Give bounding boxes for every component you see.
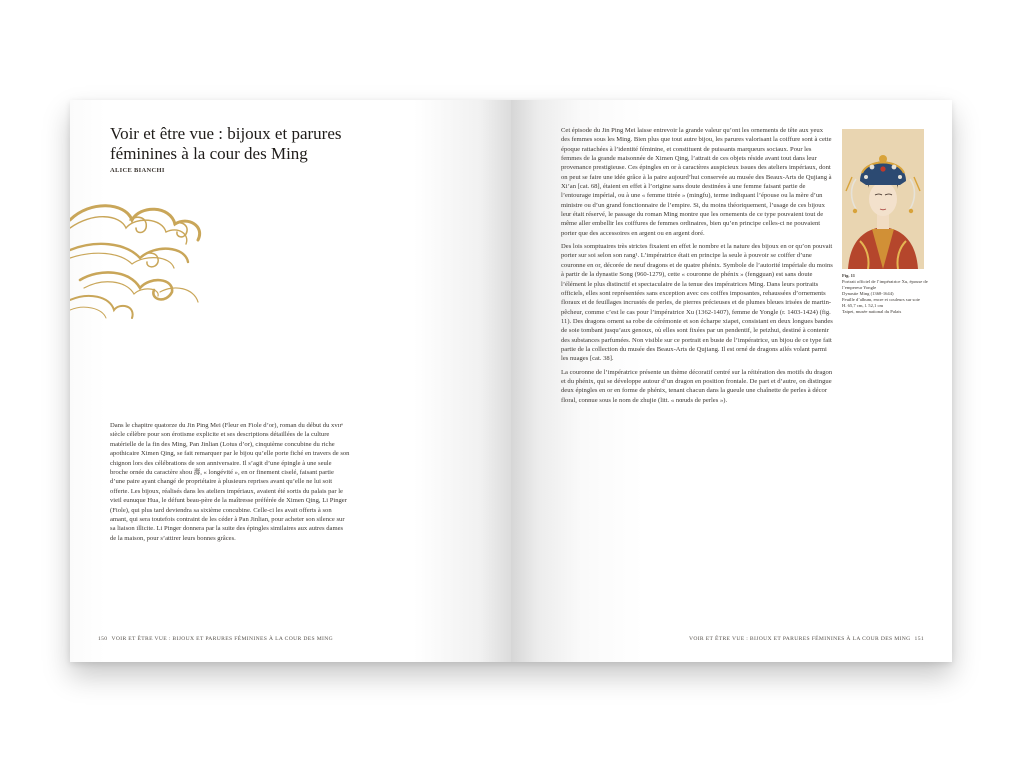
left-page-number: 150 [98, 636, 108, 642]
left-running-head: VOIR ET ÊTRE VUE : BIJOUX ET PARURES FÉMININES À LA COUR DES MING [111, 636, 334, 642]
left-page [70, 100, 511, 662]
author-name: ALICE BIANCHI [110, 167, 165, 174]
right-paragraph-3: La couronne de l’impératrice présente un thème décoratif centré sur la réitération des motifs du dragon et du phénix, qui se développe autour d’un dragon en position frontale. De part et d’autre, on distingue deux épingles en or en forme de phénix, tenant chacun dans la gueule une chaînette de perles à décor floral, connue sous le nom de zhujie (litt. « nœuds de perles »). [561, 368, 833, 404]
figure-caption [842, 273, 934, 315]
caption-line: Taipei, musée national du Palais [842, 309, 902, 314]
right-paragraph-2: Des lois somptuaires très strictes fixaient en effet le nombre et la nature des bijoux en or qu’on pouvait porter sur soi selon son rang¹. L’impératrice était en principe la seule à pouvoir se coiffer d’une couronne en or, décorée de neuf dragons et de quatre phénix. Symbole de l’autorité impériale du moins à partir de la dynastie Song (960-1279), cette « couronne de phénix » (fengguan) est sans doute l’élément le plus distinctif et spectaculaire de la tenue des impératrices Ming. Dans leurs portraits officiels, elles sont représentées sans exception avec ces coiffes imposantes, rehaussées d’ornements floraux et de feuillages incrustés de perles, de pierres précieuses et de plumes bleues irisées de martin-pêcheur, comme c’est le cas pour l’impératrice Xu (1362-1407), femme de Yongle (r. 1403-1424) (fig. 11). Des dragons ornent sa robe de cérémonie et son écharpe xiapei, consistant en deux longues bandes de soie tombant jusqu’aux genoux, où elles sont fixées par un pendentif, le peizhui, destiné à contenir des substances parfumées. Non visible sur ce portrait en buste de l’impératrice, un bijou de ce type fait partie de la collection du musée des Beaux-Arts de Qujiang. Il est orné de dragons ailés volant parmi les nuages [cat. 38]. [561, 243, 833, 363]
right-running-footer [689, 636, 928, 642]
figure-label: Fig. 11 [842, 273, 856, 278]
right-page-number: 151 [914, 636, 924, 642]
empress-xu-portrait-image [842, 129, 924, 269]
open-book [70, 100, 952, 662]
chapter-title: Voir et être vue : bijoux et parures féminines à la cour des Ming [110, 124, 342, 163]
right-paragraph-1: Cet épisode du Jin Ping Mei laisse entrevoir la grande valeur qu’ont les ornements de tête aux yeux des femmes sous les Ming. Bien plus que tout autre bijou, les parures valorisant la coiffure sont à cette époque rattachées à l’identité féminine, et constituent de puissants marqueurs sociaux. Pour les femmes de la grande maisonnée de Ximen Qing, l’attrait de ces objets réside avant tout dans leur provenance prestigieuse. Ces épingles en or à caractères auspicieux issues des ateliers impériaux, dont on peut se faire une idée grâce à la paire aujourd’hui conservée au musée des Beaux-Arts de Qujiang à Xi’an [cat. 68], étaient en effet à l’origine sans doute destinées à une femme faisant partie de l’entourage impérial, ou à une « femme titrée » (mingfu), terme indiquant l’épouse ou la mère d’un ministre ou d’un grand fonctionnaire de l’empire. Si, du moins théoriquement, l’usage de ces bijoux leur était réservé, le passage du roman Ming montre que les ornements de ce type pouvaient tout de même aller embellir les coiffures de femmes ordinaires, bien qu’en principe celles-ci ne pouvaient porter que des accessoires en argent ou en argent doré. [561, 127, 832, 237]
left-paragraph: Dans le chapitre quatorze du Jin Ping Mei (Fleur en Fiole d’or), roman du début du xvɪɪᵉ siècle célèbre pour son érotisme explicite et ses descriptions détaillées de la culture matérielle de la fin des Ming, Pan Jinlian (Lotus d’or), cinquième concubine du riche apothicaire Ximen Qing, se fait remarquer par le bijou qu’elle porte fiché en travers de son chignon lors des célébrations de son anniversaire. Il s’agit d’une épingle à une seule broche ornée du caractère shou 壽, « longévité », en or finement ciselé, faisant partie d’une paire ayant changé de propriétaire à plusieurs reprises avant qu’elle ne lui soit offerte. Les bijoux, réalisés dans les ateliers impériaux, avaient été sortis du palais par le vieil eunuque Hua, le défunt beau-père de la maîtresse préférée de Ximen Qing, Li Pinger (Fiole), qui plus tard deviendra sa sixième concubine. Celle-ci les avait offerts à son amant, qui sera toutefois contraint de les céder à Pan Jinlian, pour acheter son silence sur sa liaison illicite. Li Pinger donnera par la suite des épingles similaires aux autres dames de la maison, pour s’attirer leurs bonnes grâces. [110, 422, 350, 542]
gold-cloud-ornament [70, 180, 230, 340]
caption-line: Dynastie Ming (1368-1644) [842, 291, 894, 296]
caption-line: Portrait officiel de l’impératrice Xu, épouse de l’empereur Yongle [842, 279, 928, 290]
right-page [511, 100, 952, 662]
caption-line: Feuille d’album, encre et couleurs sur soie [842, 297, 920, 302]
caption-line: H. 65,7 cm, l. 52,1 cm [842, 303, 884, 308]
left-body-text [110, 421, 350, 547]
left-running-footer [94, 636, 333, 642]
right-body-text [561, 126, 833, 409]
right-running-head: VOIR ET ÊTRE VUE : BIJOUX ET PARURES FÉMININES À LA COUR DES MING [688, 636, 911, 642]
